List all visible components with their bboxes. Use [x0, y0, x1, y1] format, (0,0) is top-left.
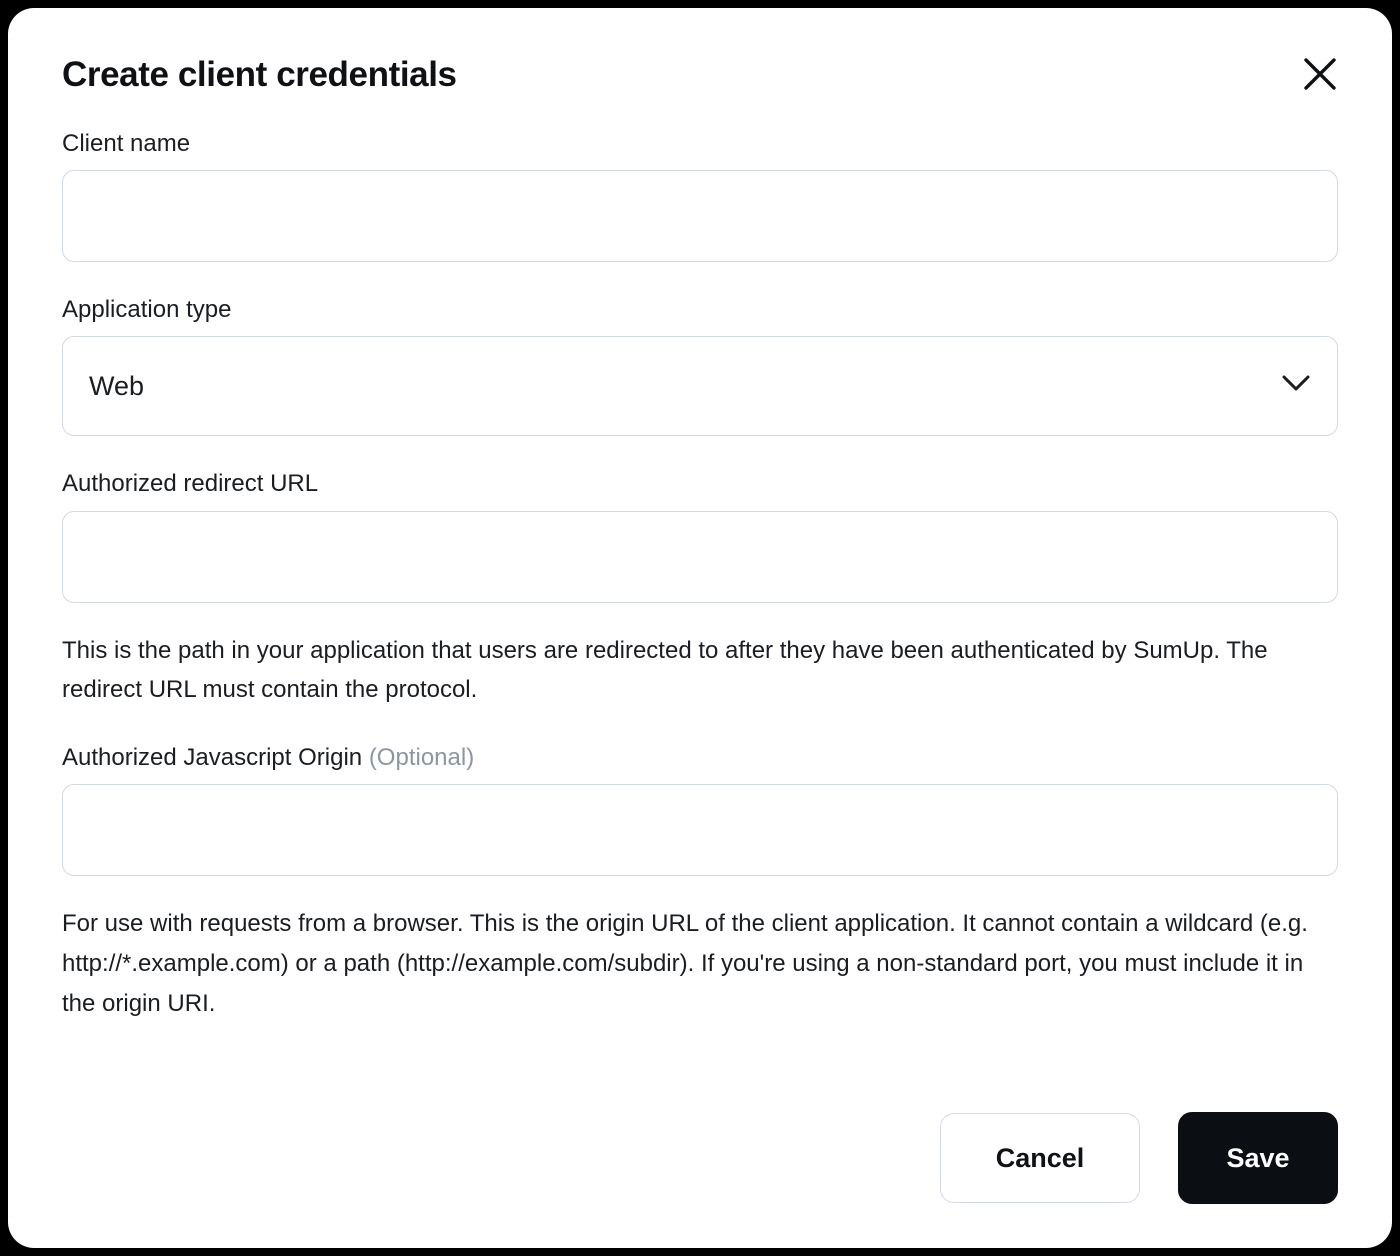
- client-name-label: Client name: [62, 130, 191, 157]
- close-icon[interactable]: [1298, 52, 1342, 96]
- authorized-javascript-origin-label-text: Authorized Javascript Origin: [62, 744, 363, 772]
- optional-tag: (Optional): [368, 744, 475, 772]
- application-type-label: Application type: [62, 296, 232, 324]
- page-title: Create client credentials: [62, 55, 457, 94]
- client-name-input[interactable]: [62, 170, 1338, 262]
- dialog-footer: [940, 1112, 1338, 1204]
- authorized-redirect-url-label: Authorized redirect URL: [62, 470, 319, 498]
- close-icon-glyph: [1303, 57, 1337, 91]
- authorized-javascript-origin-label: [62, 742, 1338, 773]
- cancel-button[interactable]: Cancel: [940, 1113, 1140, 1203]
- application-type-value: Web: [89, 370, 145, 401]
- application-type-select[interactable]: [62, 336, 1338, 436]
- authorized-redirect-url-input[interactable]: [62, 511, 1338, 603]
- authorized-redirect-url-helper: This is the path in your application that users are redirected to after they have been authenticated by SumUp. The redirect URL must contain the protocol.: [62, 636, 1268, 704]
- authorized-javascript-origin-helper: For use with requests from a browser. This is the origin URL of the client application. It cannot contain a wildcard (e.g. http://*.example.com) or a path (http://example.com/subdir). If you're using a non-standard port, you must include it in the origin URI.: [62, 910, 1308, 1018]
- save-button[interactable]: Save: [1178, 1112, 1338, 1204]
- authorized-javascript-origin-input[interactable]: [62, 784, 1338, 876]
- create-client-credentials-dialog: [8, 8, 1392, 1248]
